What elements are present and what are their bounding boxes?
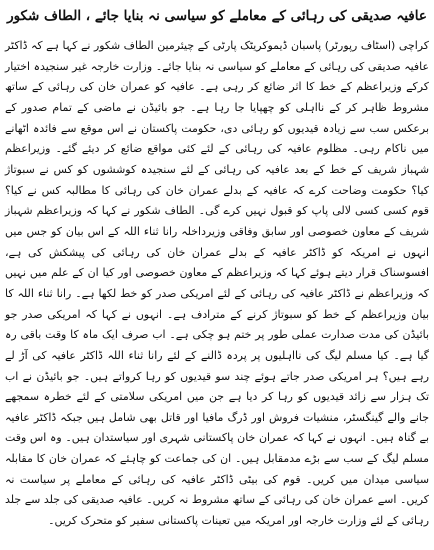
article-headline: عافیہ صدیقی کی رہائی کے معاملے کو سیاسی نہ بنایا جائے ، الطاف شکور	[7, 8, 427, 24]
article-body: کراچی (اسٹاف رپورٹر) پاسبان ڈیموکریٹک پارٹی کے چیئرمین الطاف شکور نے کہا ہے کہ ڈاکٹر عافیہ صدیقی کی رہائی کے معاملے کو سیاسی نہ بنایا جائے۔ وزارت خارجہ غیر سنجیدہ اختیار کرکے وزیراعظم کے خط کا اثر ضائع کر رہی ہے۔ عافیہ کو عمران خان کی رہائی کے ساتھ مشروط ظاہر کر کے نااہلی کو چھپایا جا رہا ہے۔ جو بائیڈن نے ماضی کے تمام صدور کے برعکس سب سے زیادہ قیدیوں کو رہائی دی، حکومت پاکستان نے اس موقع سے فائدہ اٹھانے میں ناکام رہی۔ مظلوم عافیہ کی رہائی کے لئے کئی مواقع ضائع کر دیئے گئے۔ وزیراعظم شہباز شریف کے خط کے بعد عافیہ کی رہائی کے لئے سنجیدہ کوششوں کو کس نے سبوتاژ کیا؟ حکومت وضاحت کرے کہ عافیہ کے بدلے عمران خان کی رہائی کا مطالبہ کس نے کیا؟ قوم کسی کسی لالی پاپ کو قبول نہیں کرے گی۔ الطاف شکور نے کہا کہ وزیراعظم شہباز شریف کے معاون خصوصی اور سابق وفاقی وزیرداخلہ رانا ثناء اللہ کے اس بیان کو جس میں انہوں نے امریکہ کو ڈاکٹر عافیہ کے بدلے عمران خان کی رہائی کی پیشکش کی ہے، افسوسناک قرار دیتے ہوئے کہا کہ وزیراعظم کے معاون خصوصی اور کیا ان کے علم میں نہیں کہ وزیراعظم نے ڈاکٹر عافیہ کی رہائی کے لئے امریکی صدر کو خط لکھا ہے۔ رانا ثناء اللہ کا بیان وزیراعظم کے خط کو سبوتاژ کرنے کے مترادف ہے۔ انہوں نے کہا کہ امریکی صدر جو بائیڈن کی مدت صدارت عملی طور پر ختم ہو چکی ہے۔ اب صرف ایک ماہ کا وقت باقی رہ گیا ہے۔ کیا مسلم لیگ کی نااہلیوں پر پردہ ڈالنے کے لئے رانا ثناء اللہ ڈاکٹر عافیہ کی آڑ لے رہے ہیں؟ ہر امریکی صدر جاتے ہوئے چند سو قیدیوں کو رہا کرواتے ہیں۔ جو بائیڈن نے اب تک ہزار سے زائد قیدیوں کو رہا کر دیا ہے جن میں امریکی سلامتی کے لئے خطرہ سمجھے جانے والے گینگسٹر، منشیات فروش اور ڈرگ مافیا اور قاتل بھی شامل ہیں جبکہ ڈاکٹر عافیہ بے گناہ ہیں۔ انہوں نے کہا کہ عمران خان پاکستانی شہری اور سیاستدان ہیں۔ وہ اس وقت مسلم لیگ کے سب سے بڑے مدمقابل ہیں۔ ان کی جماعت کو چاہئے کہ عمران خان کا مقابلہ سیاسی میدان میں کریں۔ قوم کی بیٹی ڈاکٹر عافیہ کی رہائی کے معاملے پر سیاست نہ کریں۔ اسے عمران خان کی رہائی کے ساتھ مشروط نہ کریں۔ عافیہ صدیقی کی جلد سے جلد رہائی کے لئے وزارت خارجہ اور امریکہ میں تعینات پاکستانی سفیر کو متحرک کریں۔	[5, 39, 429, 528]
